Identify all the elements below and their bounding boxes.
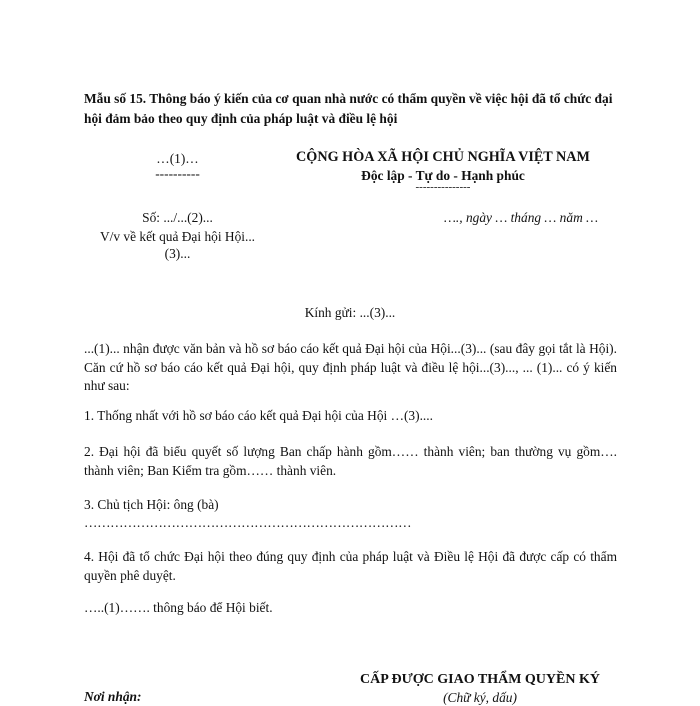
closing-line: …..(1)……. thông báo để Hội biết. <box>84 600 273 615</box>
subject-line-2: (3)... <box>164 246 191 261</box>
signer-title: CẤP ĐƯỢC GIAO THẨM QUYỀN KÝ <box>360 672 600 687</box>
date-line: …., ngày … tháng … năm … <box>444 210 598 225</box>
item-2: 2. Đại hội đã biểu quyết số lượng Ban chấp hành gồm…… thành viên; ban thường vụ gồm…. thành viên; Ban Kiểm tra gồm…… thành viên. <box>84 444 617 478</box>
subject-line-1: V/v về kết quả Đại hội Hội... <box>99 229 256 244</box>
intro-paragraph: ...(1)... nhận được văn bản và hồ sơ báo cáo kết quả Đại hội của Hội...(3)... (sau đây gọi tắt là Hội). Căn cứ hồ sơ báo cáo kết quả Đại hội, quy định pháp luật và điều lệ hội...(3)..., ... (1)... có ý kiến như sau: <box>84 341 617 393</box>
item-1: 1. Thống nhất với hồ sơ báo cáo kết quả Đại hội của Hội …(3).... <box>84 408 433 423</box>
recipients-label: Nơi nhận: <box>84 689 142 704</box>
motto-underline: --------------- <box>415 181 471 193</box>
issuing-agency-underline: ---------- <box>155 166 200 181</box>
item-3-label: 3. Chủ tịch Hội: ông (bà) <box>84 497 219 512</box>
national-motto: Độc lập - Tự do - Hạnh phúc <box>361 168 525 183</box>
item-4: 4. Hội đã tổ chức Đại hội theo đúng quy định của pháp luật và Điều lệ Hội đã được cấp có thẩm quyền phê duyệt. <box>84 549 617 583</box>
recipient-line: Kính gửi: ...(3)... <box>304 305 396 320</box>
document-number: Số: .../...(2)... <box>142 210 213 225</box>
country-name: CỘNG HÒA XÃ HỘI CHỦ NGHĨA VIỆT NAM <box>296 149 590 165</box>
issuing-agency: …(1)… <box>156 151 199 166</box>
item-3-dots: ………………………………………………………………… <box>84 515 412 530</box>
document-title: Mẫu số 15. Thông báo ý kiến của cơ quan nhà nước có thẩm quyền về việc hội đã tổ chức đại hội đảm bảo theo quy định của pháp luật và điều lệ hội <box>84 91 613 126</box>
signer-note: (Chữ ký, dấu) <box>443 690 517 705</box>
